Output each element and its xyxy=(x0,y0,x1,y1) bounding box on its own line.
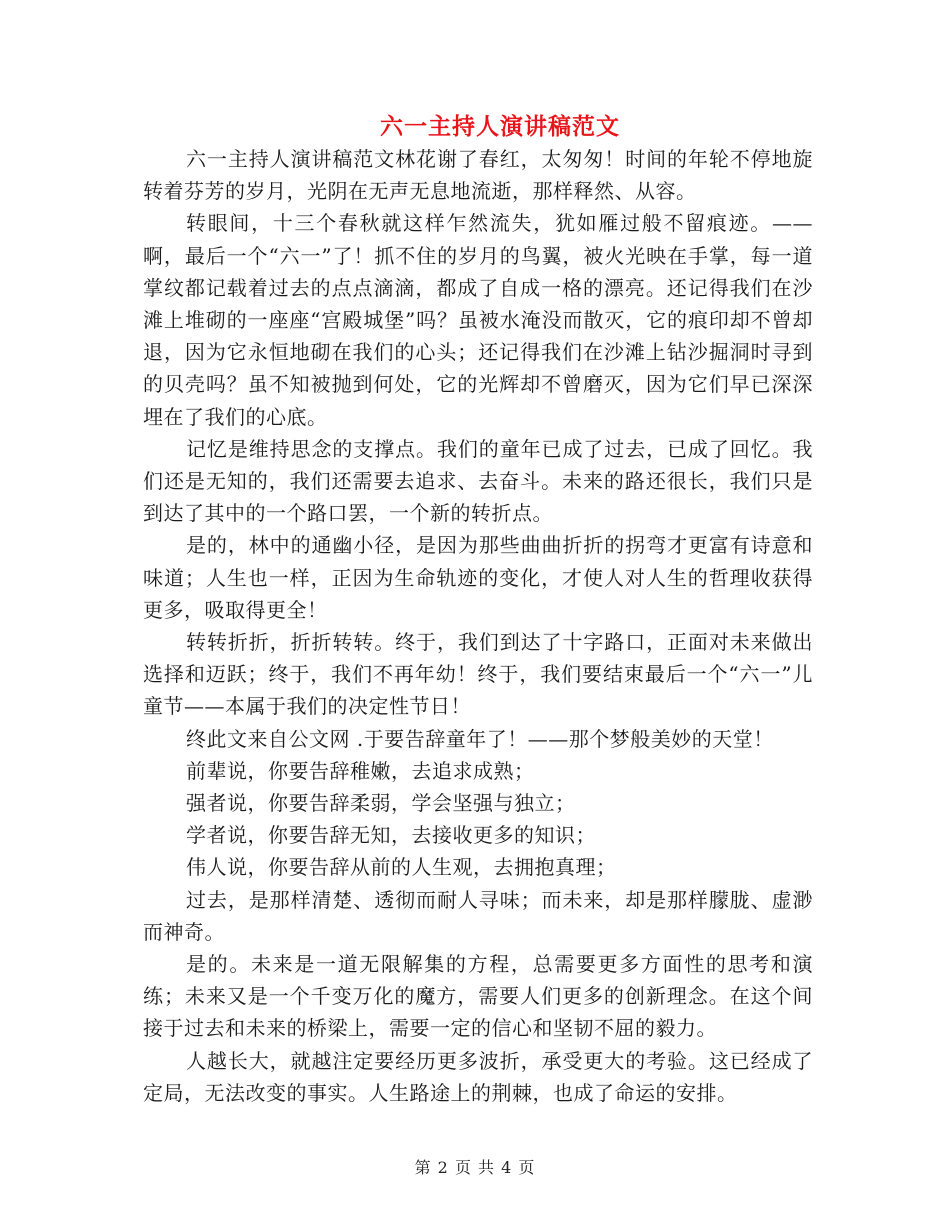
paragraph: 转眼间，十三个春秋就这样乍然流失，犹如雁过般不留痕迹。——啊，最后一个“六一”了！抓不住的岁月的鸟翼，被火光映在手掌，每一道掌纹都记载着过去的点点滴滴，都成了自成一格的漂亮。还记得我们在沙滩上堆砌的一座座“宫殿城堡”吗？虽被水淹没而散灭，它的痕印却不曾却退，因为它永恒地砌在我们的心头；还记得我们在沙滩上钻沙掘洞时寻到的贝壳吗？虽不知被抛到何处，它的光辉却不曾磨灭，因为它们早已深深埋在了我们的心底。 xyxy=(143,211,813,429)
paragraph: 六一主持人演讲稿范文林花谢了春红，太匆匆！时间的年轮不停地旋转着芬芳的岁月，光阴在无声无息地流逝，那样释然、从容。 xyxy=(143,147,813,204)
paragraph: 前辈说，你要告辞稚嫩，去追求成熟； xyxy=(186,758,535,783)
paragraph: 学者说，你要告辞无知，去接收更多的知识； xyxy=(186,823,596,848)
page-footer: 第 2 页 共 4 页 xyxy=(414,1158,536,1177)
document-title: 六一主持人演讲稿范文 xyxy=(380,113,620,140)
paragraph: 是的，林中的通幽小径，是因为那些曲曲折折的拐弯才更富有诗意和味道；人生也一样，正因为生命轨迹的变化，才使人对人生的哲理收获得更多，吸取得更全！ xyxy=(143,533,813,622)
paragraph: 过去，是那样清楚、透彻而耐人寻味；而未来，却是那样朦胧、虚渺而神奇。 xyxy=(143,887,813,944)
paragraph: 伟人说，你要告辞从前的人生观，去拥抱真理； xyxy=(186,855,617,880)
paragraph: 人越长大，就越注定要经历更多波折，承受更大的考验。这已经成了定局，无法改变的事实。人生路途上的荆棘，也成了命运的安排。 xyxy=(143,1048,813,1105)
paragraph: 强者说，你要告辞柔弱，学会坚强与独立； xyxy=(186,791,576,816)
paragraph: 转转折折，折折转转。终于，我们到达了十字路口，正面对未来做出选择和迈跃；终于，我们不再年幼！终于，我们要结束最后一个“六一”儿童节——本属于我们的决定性节日！ xyxy=(143,630,813,719)
paragraph: 记忆是维持思念的支撑点。我们的童年已成了过去，已成了回忆。我们还是无知的，我们还需要去追求、去奋斗。未来的路还很长，我们只是到达了其中的一个路口罢，一个新的转折点。 xyxy=(143,436,813,526)
paragraph: 终此文来自公文网 .于要告辞童年了！——那个梦般美妙的天堂！ xyxy=(186,726,774,751)
paragraph: 是的。未来是一道无限解集的方程，总需要更多方面性的思考和演练；未来又是一个千变万化的魔方，需要人们更多的创新理念。在这个间接于过去和未来的桥梁上，需要一定的信心和坚韧不屈的毅力。 xyxy=(143,952,813,1041)
document-body xyxy=(143,143,813,1109)
